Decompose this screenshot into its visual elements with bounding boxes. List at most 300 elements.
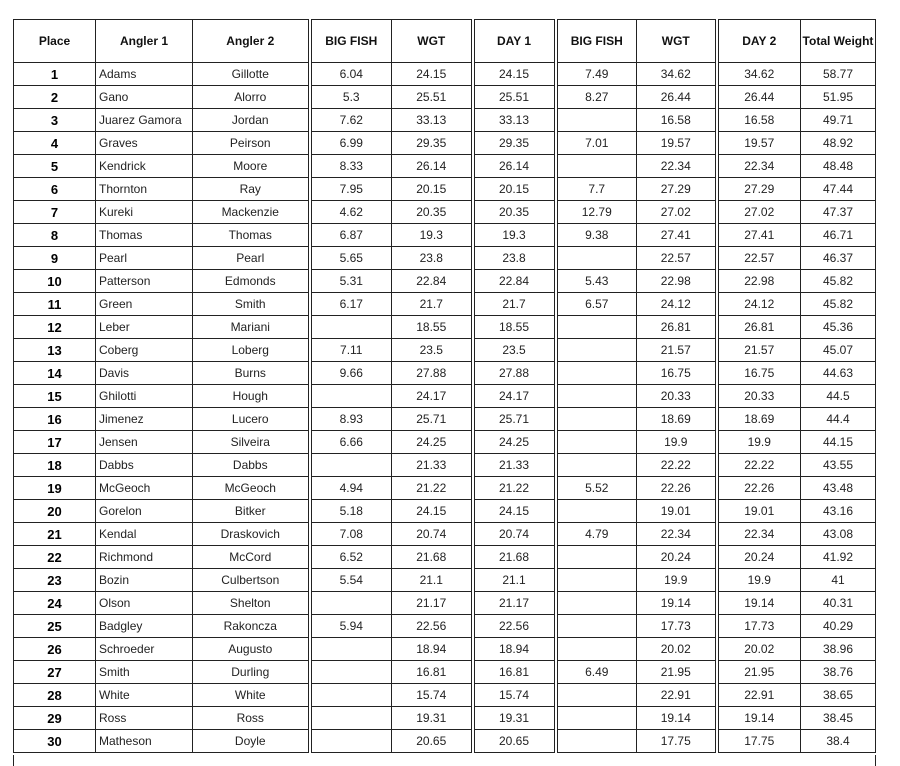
angler-1-cell: Dabbs — [96, 454, 193, 477]
total-weight-cell: 47.44 — [801, 178, 876, 201]
day1-big-fish-cell: 7.11 — [310, 339, 392, 362]
place-cell: 28 — [14, 684, 96, 707]
day2-big-fish-cell — [556, 569, 637, 592]
angler-1-cell: Bozin — [96, 569, 193, 592]
angler-1-cell: Green — [96, 293, 193, 316]
angler-2-cell: Pearl — [193, 247, 310, 270]
day1-wgt-cell: 26.14 — [392, 155, 473, 178]
day-1-cell: 20.74 — [473, 523, 556, 546]
day2-big-fish-cell: 4.79 — [556, 523, 637, 546]
total-weight-cell: 49.71 — [801, 109, 876, 132]
place-cell: 7 — [14, 201, 96, 224]
day1-big-fish-cell — [310, 316, 392, 339]
day-1-cell: 22.84 — [473, 270, 556, 293]
total-weight-cell: 51.95 — [801, 86, 876, 109]
total-weight-cell: 44.63 — [801, 362, 876, 385]
total-weight-cell: 38.4 — [801, 730, 876, 753]
day2-big-fish-cell: 5.52 — [556, 477, 637, 500]
day2-wgt-cell: 20.24 — [637, 546, 717, 569]
angler-1-cell: Pearl — [96, 247, 193, 270]
place-cell: 15 — [14, 385, 96, 408]
total-weight-cell: 40.29 — [801, 615, 876, 638]
day2-big-fish-cell — [556, 638, 637, 661]
table-row — [14, 500, 876, 523]
day2-wgt-cell: 21.95 — [637, 661, 717, 684]
day1-big-fish-cell: 4.94 — [310, 477, 392, 500]
angler-1-cell: Jensen — [96, 431, 193, 454]
day1-wgt-cell: 21.1 — [392, 569, 473, 592]
day1-wgt-cell: 24.15 — [392, 63, 473, 86]
table-row — [14, 63, 876, 86]
angler-2-cell: Silveira — [193, 431, 310, 454]
day-1-cell: 24.15 — [473, 500, 556, 523]
place-cell: 2 — [14, 86, 96, 109]
table-row — [14, 339, 876, 362]
table-body — [14, 63, 876, 753]
angler-1-cell: Matheson — [96, 730, 193, 753]
day2-wgt-cell: 19.14 — [637, 592, 717, 615]
day1-wgt-cell: 19.31 — [392, 707, 473, 730]
day-2-cell: 22.34 — [717, 155, 801, 178]
day-2-cell: 19.9 — [717, 431, 801, 454]
angler-1-cell: Thomas — [96, 224, 193, 247]
day2-big-fish-cell — [556, 707, 637, 730]
day-2-cell: 26.81 — [717, 316, 801, 339]
header-day-2: DAY 2 — [717, 20, 801, 63]
day-2-cell: 19.01 — [717, 500, 801, 523]
angler-2-cell: White — [193, 684, 310, 707]
day-1-cell: 24.25 — [473, 431, 556, 454]
table-row — [14, 569, 876, 592]
place-cell: 21 — [14, 523, 96, 546]
day-1-cell: 16.81 — [473, 661, 556, 684]
total-weight-cell: 43.48 — [801, 477, 876, 500]
total-weight-cell: 44.15 — [801, 431, 876, 454]
day1-wgt-cell: 22.56 — [392, 615, 473, 638]
day1-big-fish-cell: 6.52 — [310, 546, 392, 569]
day-2-cell: 20.24 — [717, 546, 801, 569]
table-row — [14, 638, 876, 661]
day-2-cell: 20.02 — [717, 638, 801, 661]
angler-1-cell: Leber — [96, 316, 193, 339]
angler-1-cell: McGeoch — [96, 477, 193, 500]
day1-big-fish-cell: 7.95 — [310, 178, 392, 201]
day2-wgt-cell: 16.58 — [637, 109, 717, 132]
angler-2-cell: Draskovich — [193, 523, 310, 546]
day2-wgt-cell: 19.9 — [637, 431, 717, 454]
header-day1-big-fish: BIG FISH — [310, 20, 392, 63]
total-weight-cell: 45.36 — [801, 316, 876, 339]
day2-wgt-cell: 22.91 — [637, 684, 717, 707]
day-2-cell: 18.69 — [717, 408, 801, 431]
day1-big-fish-cell: 5.54 — [310, 569, 392, 592]
day1-wgt-cell: 21.68 — [392, 546, 473, 569]
angler-1-cell: Olson — [96, 592, 193, 615]
day1-wgt-cell: 29.35 — [392, 132, 473, 155]
table-row — [14, 247, 876, 270]
place-cell: 18 — [14, 454, 96, 477]
day2-wgt-cell: 17.75 — [637, 730, 717, 753]
day1-big-fish-cell: 4.62 — [310, 201, 392, 224]
day1-big-fish-cell: 7.08 — [310, 523, 392, 546]
angler-1-cell: Kendrick — [96, 155, 193, 178]
day2-wgt-cell: 19.01 — [637, 500, 717, 523]
day2-big-fish-cell — [556, 339, 637, 362]
day-2-cell: 19.14 — [717, 707, 801, 730]
angler-1-cell: Badgley — [96, 615, 193, 638]
total-weight-cell: 43.16 — [801, 500, 876, 523]
day2-big-fish-cell — [556, 155, 637, 178]
day1-wgt-cell: 27.88 — [392, 362, 473, 385]
angler-1-cell: Juarez Gamora — [96, 109, 193, 132]
day2-wgt-cell: 22.98 — [637, 270, 717, 293]
day1-big-fish-cell: 8.33 — [310, 155, 392, 178]
day-2-cell: 27.29 — [717, 178, 801, 201]
day-2-cell: 19.14 — [717, 592, 801, 615]
day2-wgt-cell: 27.02 — [637, 201, 717, 224]
day1-wgt-cell: 22.84 — [392, 270, 473, 293]
day1-wgt-cell: 20.65 — [392, 730, 473, 753]
day2-big-fish-cell: 7.01 — [556, 132, 637, 155]
angler-2-cell: Edmonds — [193, 270, 310, 293]
total-weight-cell: 38.76 — [801, 661, 876, 684]
day-2-cell: 17.73 — [717, 615, 801, 638]
day-1-cell: 21.68 — [473, 546, 556, 569]
day1-big-fish-cell — [310, 684, 392, 707]
place-cell: 6 — [14, 178, 96, 201]
day2-big-fish-cell — [556, 362, 637, 385]
day-2-cell: 22.98 — [717, 270, 801, 293]
table-row — [14, 523, 876, 546]
place-cell: 29 — [14, 707, 96, 730]
table-row — [14, 385, 876, 408]
day2-big-fish-cell — [556, 316, 637, 339]
total-weight-cell: 40.31 — [801, 592, 876, 615]
total-weight-cell: 38.65 — [801, 684, 876, 707]
table-row — [14, 707, 876, 730]
place-cell: 10 — [14, 270, 96, 293]
day-2-cell: 27.02 — [717, 201, 801, 224]
day2-big-fish-cell — [556, 109, 637, 132]
table-row — [14, 132, 876, 155]
angler-2-cell: Gillotte — [193, 63, 310, 86]
header-angler-1: Angler 1 — [96, 20, 193, 63]
day-1-cell: 15.74 — [473, 684, 556, 707]
day2-wgt-cell: 24.12 — [637, 293, 717, 316]
table-row — [14, 178, 876, 201]
day-1-cell: 18.94 — [473, 638, 556, 661]
results-table — [13, 19, 876, 753]
angler-1-cell: White — [96, 684, 193, 707]
day2-wgt-cell: 22.34 — [637, 523, 717, 546]
table-row — [14, 201, 876, 224]
total-weight-cell: 46.71 — [801, 224, 876, 247]
angler-2-cell: Bitker — [193, 500, 310, 523]
table-row — [14, 224, 876, 247]
day2-wgt-cell: 22.22 — [637, 454, 717, 477]
angler-1-cell: Kendal — [96, 523, 193, 546]
day2-wgt-cell: 22.34 — [637, 155, 717, 178]
day2-big-fish-cell — [556, 500, 637, 523]
day-1-cell: 21.1 — [473, 569, 556, 592]
day1-wgt-cell: 23.5 — [392, 339, 473, 362]
day2-wgt-cell: 27.29 — [637, 178, 717, 201]
place-cell: 1 — [14, 63, 96, 86]
table-row — [14, 293, 876, 316]
day1-big-fish-cell: 5.18 — [310, 500, 392, 523]
angler-2-cell: Smith — [193, 293, 310, 316]
day1-wgt-cell: 21.22 — [392, 477, 473, 500]
day-2-cell: 34.62 — [717, 63, 801, 86]
angler-2-cell: Doyle — [193, 730, 310, 753]
total-weight-cell: 45.82 — [801, 270, 876, 293]
day-1-cell: 24.17 — [473, 385, 556, 408]
place-cell: 8 — [14, 224, 96, 247]
day-2-cell: 21.95 — [717, 661, 801, 684]
day-1-cell: 29.35 — [473, 132, 556, 155]
day1-wgt-cell: 24.17 — [392, 385, 473, 408]
angler-1-cell: Thornton — [96, 178, 193, 201]
day2-big-fish-cell: 9.38 — [556, 224, 637, 247]
day2-wgt-cell: 19.9 — [637, 569, 717, 592]
angler-1-cell: Richmond — [96, 546, 193, 569]
table-continuation — [13, 755, 876, 766]
place-cell: 9 — [14, 247, 96, 270]
angler-2-cell: Ray — [193, 178, 310, 201]
header-day2-big-fish: BIG FISH — [556, 20, 637, 63]
day-2-cell: 22.34 — [717, 523, 801, 546]
day1-wgt-cell: 20.35 — [392, 201, 473, 224]
day-1-cell: 21.33 — [473, 454, 556, 477]
day1-big-fish-cell: 5.94 — [310, 615, 392, 638]
day2-big-fish-cell — [556, 385, 637, 408]
day-2-cell: 22.22 — [717, 454, 801, 477]
table-row — [14, 684, 876, 707]
day1-big-fish-cell — [310, 638, 392, 661]
day-1-cell: 21.22 — [473, 477, 556, 500]
day1-big-fish-cell — [310, 592, 392, 615]
table-row — [14, 431, 876, 454]
day2-big-fish-cell — [556, 615, 637, 638]
place-cell: 26 — [14, 638, 96, 661]
place-cell: 14 — [14, 362, 96, 385]
angler-2-cell: Culbertson — [193, 569, 310, 592]
angler-2-cell: Hough — [193, 385, 310, 408]
day1-wgt-cell: 20.74 — [392, 523, 473, 546]
day2-big-fish-cell: 6.49 — [556, 661, 637, 684]
day2-wgt-cell: 21.57 — [637, 339, 717, 362]
header-row — [14, 20, 876, 63]
day1-wgt-cell: 23.8 — [392, 247, 473, 270]
header-day1-wgt: WGT — [392, 20, 473, 63]
table-row — [14, 155, 876, 178]
day2-big-fish-cell — [556, 592, 637, 615]
place-cell: 16 — [14, 408, 96, 431]
table-row — [14, 316, 876, 339]
day-1-cell: 19.3 — [473, 224, 556, 247]
day1-wgt-cell: 18.94 — [392, 638, 473, 661]
total-weight-cell: 43.55 — [801, 454, 876, 477]
place-cell: 23 — [14, 569, 96, 592]
angler-1-cell: Schroeder — [96, 638, 193, 661]
total-weight-cell: 38.45 — [801, 707, 876, 730]
day-1-cell: 25.71 — [473, 408, 556, 431]
total-weight-cell: 41.92 — [801, 546, 876, 569]
angler-2-cell: Lucero — [193, 408, 310, 431]
day1-wgt-cell: 18.55 — [392, 316, 473, 339]
day1-wgt-cell: 21.33 — [392, 454, 473, 477]
day2-big-fish-cell — [556, 408, 637, 431]
header-total-weight: Total Weight — [801, 20, 876, 63]
day-1-cell: 21.7 — [473, 293, 556, 316]
day1-wgt-cell: 25.51 — [392, 86, 473, 109]
day2-wgt-cell: 26.81 — [637, 316, 717, 339]
table-row — [14, 592, 876, 615]
day2-wgt-cell: 20.33 — [637, 385, 717, 408]
angler-1-cell: Kureki — [96, 201, 193, 224]
day1-wgt-cell: 24.25 — [392, 431, 473, 454]
place-cell: 30 — [14, 730, 96, 753]
total-weight-cell: 47.37 — [801, 201, 876, 224]
day-1-cell: 33.13 — [473, 109, 556, 132]
angler-1-cell: Ghilotti — [96, 385, 193, 408]
table-row — [14, 661, 876, 684]
day-1-cell: 20.35 — [473, 201, 556, 224]
table-row — [14, 109, 876, 132]
table-row — [14, 477, 876, 500]
table-row — [14, 408, 876, 431]
day-1-cell: 21.17 — [473, 592, 556, 615]
day-1-cell: 26.14 — [473, 155, 556, 178]
day2-wgt-cell: 16.75 — [637, 362, 717, 385]
day1-big-fish-cell: 6.04 — [310, 63, 392, 86]
angler-2-cell: Alorro — [193, 86, 310, 109]
table-row — [14, 615, 876, 638]
angler-1-cell: Adams — [96, 63, 193, 86]
table-header — [14, 20, 876, 63]
day2-big-fish-cell: 8.27 — [556, 86, 637, 109]
day-1-cell: 25.51 — [473, 86, 556, 109]
day-2-cell: 26.44 — [717, 86, 801, 109]
place-cell: 4 — [14, 132, 96, 155]
day1-big-fish-cell: 5.65 — [310, 247, 392, 270]
day2-wgt-cell: 20.02 — [637, 638, 717, 661]
angler-2-cell: Burns — [193, 362, 310, 385]
place-cell: 17 — [14, 431, 96, 454]
angler-2-cell: Moore — [193, 155, 310, 178]
place-cell: 25 — [14, 615, 96, 638]
day-2-cell: 17.75 — [717, 730, 801, 753]
place-cell: 11 — [14, 293, 96, 316]
angler-2-cell: Durling — [193, 661, 310, 684]
angler-2-cell: Loberg — [193, 339, 310, 362]
day-1-cell: 23.5 — [473, 339, 556, 362]
day1-wgt-cell: 25.71 — [392, 408, 473, 431]
angler-2-cell: Peirson — [193, 132, 310, 155]
day2-big-fish-cell — [556, 247, 637, 270]
place-cell: 13 — [14, 339, 96, 362]
angler-2-cell: Thomas — [193, 224, 310, 247]
day1-big-fish-cell — [310, 730, 392, 753]
table-row — [14, 546, 876, 569]
day2-wgt-cell: 17.73 — [637, 615, 717, 638]
day1-big-fish-cell: 6.87 — [310, 224, 392, 247]
day1-big-fish-cell: 6.17 — [310, 293, 392, 316]
day1-wgt-cell: 16.81 — [392, 661, 473, 684]
angler-2-cell: Ross — [193, 707, 310, 730]
angler-1-cell: Coberg — [96, 339, 193, 362]
total-weight-cell: 43.08 — [801, 523, 876, 546]
angler-2-cell: Mariani — [193, 316, 310, 339]
day2-wgt-cell: 19.57 — [637, 132, 717, 155]
place-cell: 27 — [14, 661, 96, 684]
day-2-cell: 24.12 — [717, 293, 801, 316]
day1-big-fish-cell: 5.3 — [310, 86, 392, 109]
angler-2-cell: Shelton — [193, 592, 310, 615]
day1-big-fish-cell — [310, 454, 392, 477]
day-2-cell: 22.26 — [717, 477, 801, 500]
angler-1-cell: Graves — [96, 132, 193, 155]
table-row — [14, 270, 876, 293]
angler-1-cell: Gano — [96, 86, 193, 109]
day-1-cell: 20.15 — [473, 178, 556, 201]
angler-1-cell: Patterson — [96, 270, 193, 293]
total-weight-cell: 45.82 — [801, 293, 876, 316]
angler-1-cell: Gorelon — [96, 500, 193, 523]
place-cell: 20 — [14, 500, 96, 523]
day2-big-fish-cell — [556, 546, 637, 569]
header-day-1: DAY 1 — [473, 20, 556, 63]
place-cell: 12 — [14, 316, 96, 339]
angler-2-cell: Jordan — [193, 109, 310, 132]
day-1-cell: 27.88 — [473, 362, 556, 385]
day2-wgt-cell: 18.69 — [637, 408, 717, 431]
total-weight-cell: 48.92 — [801, 132, 876, 155]
place-cell: 19 — [14, 477, 96, 500]
day1-wgt-cell: 21.7 — [392, 293, 473, 316]
day-2-cell: 19.9 — [717, 569, 801, 592]
day1-wgt-cell: 24.15 — [392, 500, 473, 523]
day1-big-fish-cell: 6.66 — [310, 431, 392, 454]
day1-big-fish-cell — [310, 707, 392, 730]
day2-wgt-cell: 26.44 — [637, 86, 717, 109]
header-day2-wgt: WGT — [637, 20, 717, 63]
day2-wgt-cell: 34.62 — [637, 63, 717, 86]
day2-wgt-cell: 19.14 — [637, 707, 717, 730]
day1-big-fish-cell: 9.66 — [310, 362, 392, 385]
day1-big-fish-cell — [310, 661, 392, 684]
angler-2-cell: McCord — [193, 546, 310, 569]
day1-big-fish-cell — [310, 385, 392, 408]
angler-1-cell: Davis — [96, 362, 193, 385]
day-1-cell: 23.8 — [473, 247, 556, 270]
day-1-cell: 18.55 — [473, 316, 556, 339]
total-weight-cell: 48.48 — [801, 155, 876, 178]
day2-big-fish-cell — [556, 684, 637, 707]
day-1-cell: 24.15 — [473, 63, 556, 86]
day-2-cell: 16.75 — [717, 362, 801, 385]
day1-wgt-cell: 33.13 — [392, 109, 473, 132]
place-cell: 3 — [14, 109, 96, 132]
angler-1-cell: Ross — [96, 707, 193, 730]
day-2-cell: 22.57 — [717, 247, 801, 270]
day-2-cell: 20.33 — [717, 385, 801, 408]
total-weight-cell: 44.5 — [801, 385, 876, 408]
day-1-cell: 20.65 — [473, 730, 556, 753]
angler-1-cell: Jimenez — [96, 408, 193, 431]
day2-big-fish-cell: 5.43 — [556, 270, 637, 293]
total-weight-cell: 44.4 — [801, 408, 876, 431]
